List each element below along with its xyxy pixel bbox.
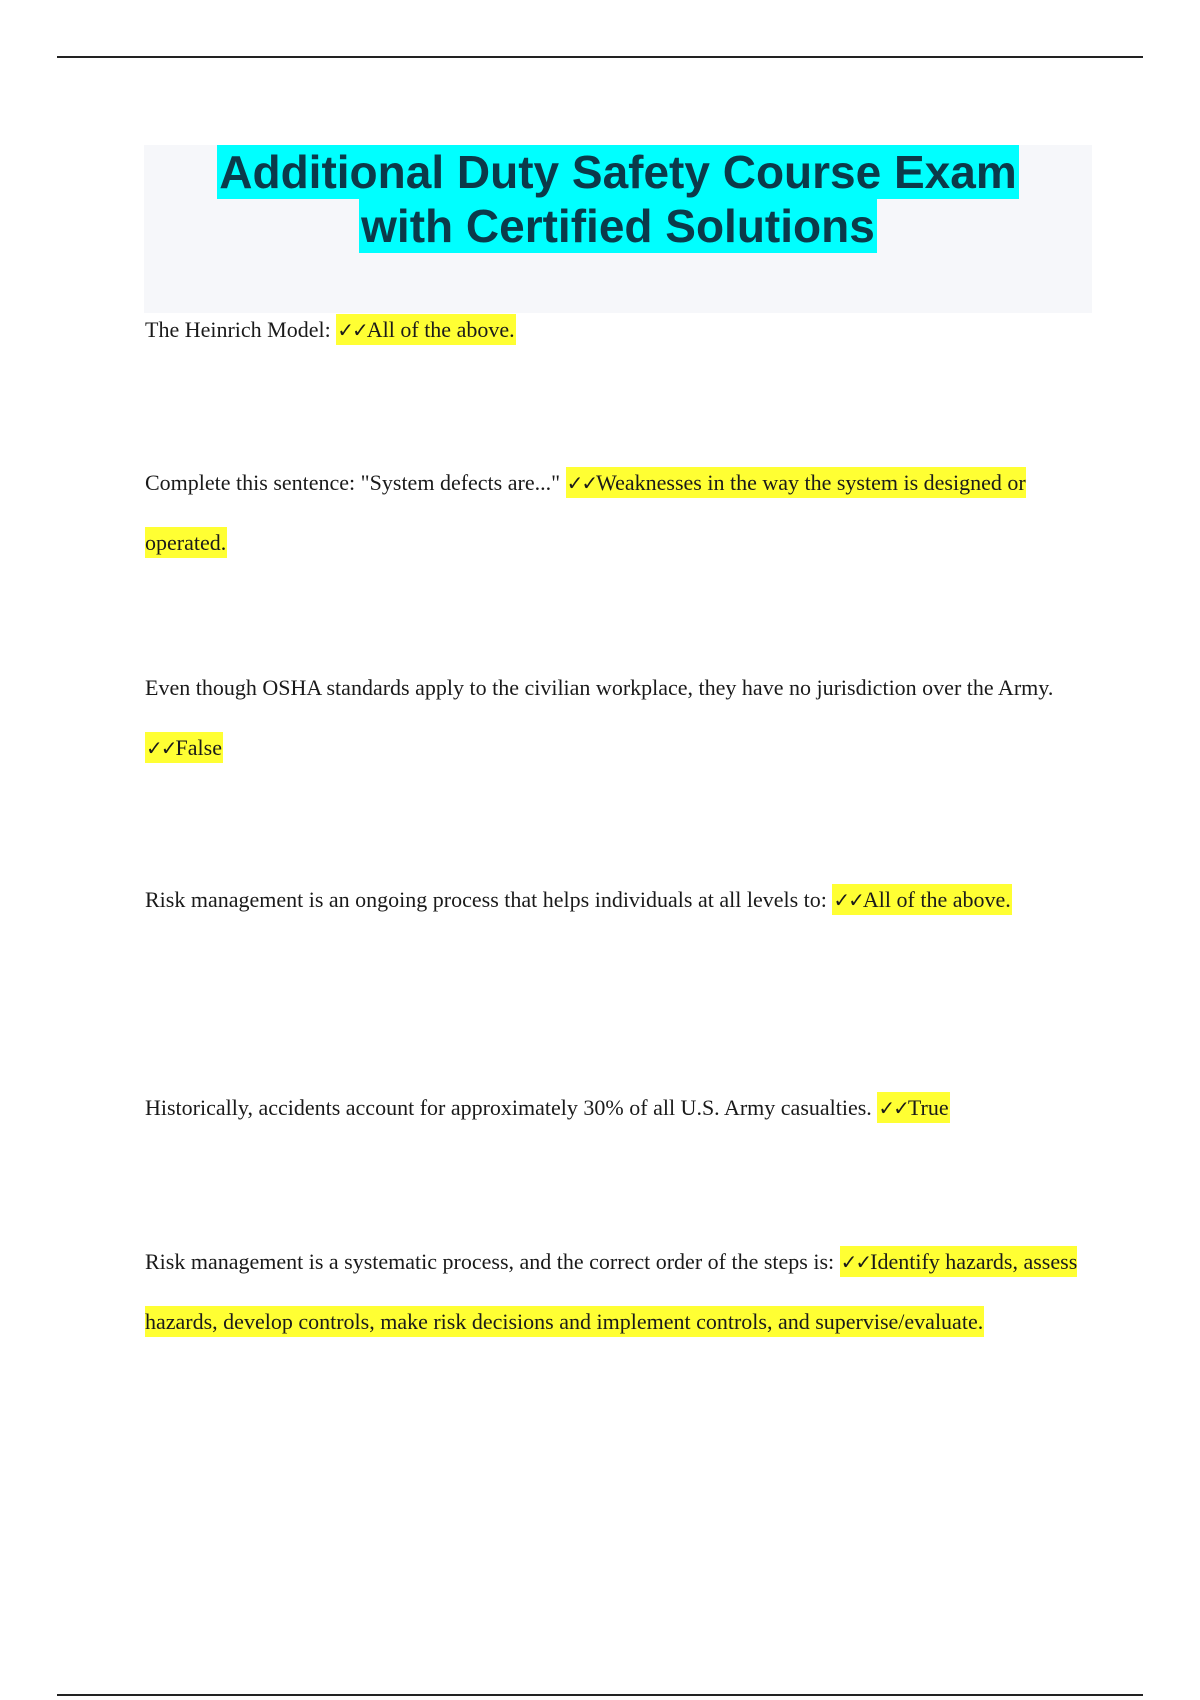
qa-item (145, 1078, 1105, 1138)
answer-highlight (877, 1092, 949, 1123)
document-title-line-1: Additional Duty Safety Course Exam (219, 146, 1017, 198)
header-rule (57, 56, 1143, 58)
question-text: Risk management is an ongoing process that helps individuals at all levels to: (145, 887, 827, 912)
double-check-icon: ✓✓ (146, 736, 176, 760)
qa-item (145, 300, 1105, 360)
qa-item (145, 453, 1105, 573)
answer-text: All of the above. (862, 887, 1011, 912)
answer-text: True (907, 1095, 949, 1120)
double-check-icon: ✓✓ (566, 471, 597, 495)
qa-item (145, 1232, 1105, 1352)
question-text: The Heinrich Model: (145, 317, 331, 342)
qa-item (145, 870, 1105, 930)
answer-text: Identify hazards, assess hazards, develop controls, make risk decisions and implement controls, and supervise/evaluate. (145, 1249, 1078, 1334)
double-check-icon: ✓✓ (337, 318, 367, 342)
answer-text: Weaknesses in the way the system is designed or operated. (145, 470, 1026, 555)
answer-text: All of the above. (366, 317, 515, 342)
footer-rule (57, 1694, 1143, 1696)
document-title-line-2: with Certified Solutions (361, 200, 875, 252)
double-check-icon: ✓✓ (833, 888, 863, 912)
question-text: Even though OSHA standards apply to the civilian workplace, they have no jurisdiction over the Army. (145, 675, 1054, 700)
answer-highlight (336, 314, 515, 345)
answer-highlight (145, 732, 223, 763)
qa-item (145, 658, 1105, 778)
title-banner (144, 145, 1092, 313)
answer-highlight (832, 884, 1011, 915)
double-check-icon: ✓✓ (840, 1250, 871, 1274)
question-text: Complete this sentence: "System defects are..." (145, 470, 561, 495)
question-text: Historically, accidents account for approximately 30% of all U.S. Army casualties. (145, 1095, 872, 1120)
answer-text: False (175, 735, 222, 760)
question-text: Risk management is a systematic process, and the correct order of the steps is: (145, 1249, 835, 1274)
double-check-icon: ✓✓ (878, 1096, 908, 1120)
